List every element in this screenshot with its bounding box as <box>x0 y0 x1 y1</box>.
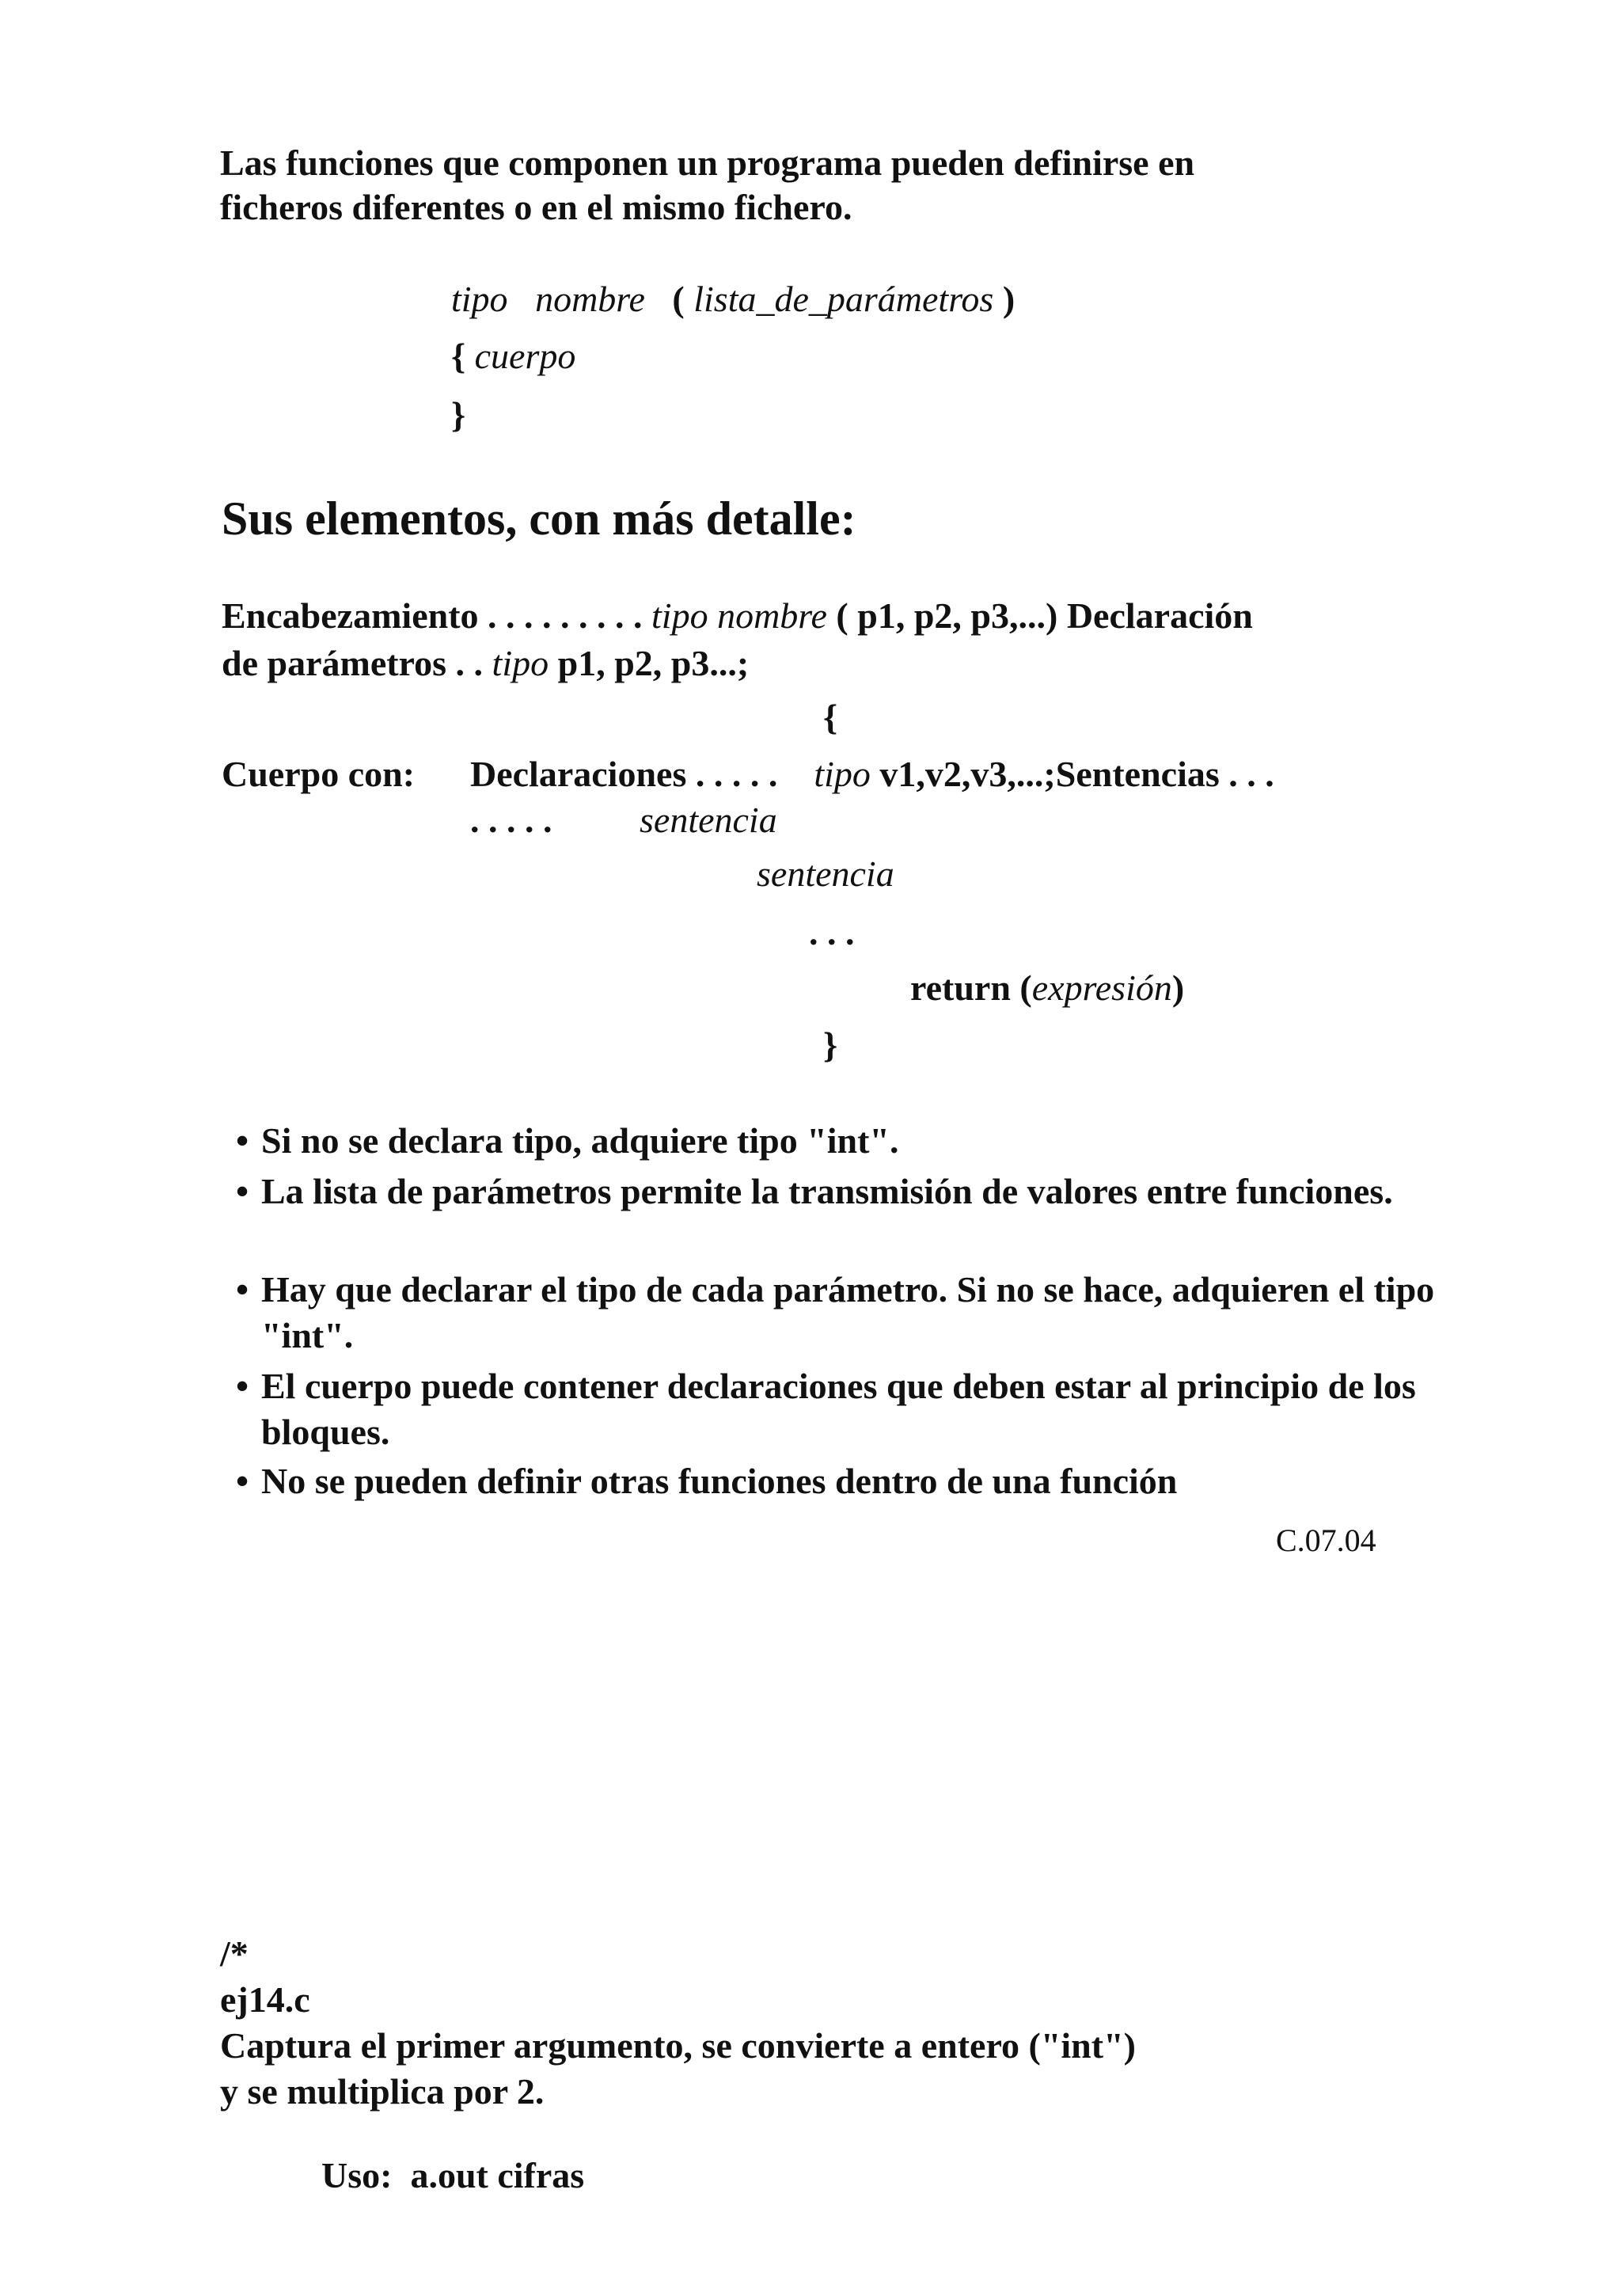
code-filename: ej14.c <box>220 1979 310 2020</box>
sentencias-label: Sentencias . . . <box>1055 754 1274 794</box>
body-open-brace: { <box>823 697 838 737</box>
sentencia-2: sentencia <box>757 853 894 894</box>
encabezamiento-tipo-nombre: tipo nombre <box>651 595 827 636</box>
encabezamiento-params: ( p1, p2, p3,...) <box>836 595 1058 636</box>
syntax-close-brace: } <box>451 394 466 435</box>
return-line <box>910 964 1184 1012</box>
bullet-dot: • <box>236 1366 249 1406</box>
bullet-dot: • <box>236 1120 249 1161</box>
syntax-tipo: tipo <box>451 279 508 319</box>
dots-line: . . . . . <box>470 800 552 840</box>
bullet-dot: • <box>236 1171 249 1211</box>
bullet-text: Hay que declarar el tipo de cada parámetro. Si no se hace, adquieren el tipo "int". <box>261 1269 1435 1355</box>
parametros-list: p1, p2, p3...; <box>557 643 750 683</box>
bullet-item <box>236 1267 1455 1359</box>
statement-ellipsis: . . . <box>809 912 855 952</box>
return-expression: expresión <box>1031 967 1172 1008</box>
parametros-label: de parámetros . . <box>222 643 484 683</box>
usage-label: Uso: <box>321 2155 393 2195</box>
encabezamiento-line <box>222 592 1253 640</box>
page-reference: C.07.04 <box>1276 1522 1376 1558</box>
code-description-2: y se multiplica por 2. <box>220 2071 545 2112</box>
usage-command: a.out cifras <box>410 2155 585 2195</box>
bullet-item <box>236 1363 1455 1455</box>
declaraciones-label: Declaraciones . . . . . <box>470 754 778 794</box>
bullet-dot: • <box>236 1269 249 1310</box>
bullet-dot: • <box>236 1461 249 1501</box>
intro-line-1: Las funciones que componen un programa pueden definirse en <box>220 143 1195 183</box>
syntax-params: lista_de_parámetros <box>693 279 994 319</box>
return-keyword: return <box>910 967 1011 1008</box>
comment-open: /* <box>220 1933 249 1974</box>
parametros-line <box>222 640 749 687</box>
syntax-close-paren: ) <box>1002 279 1015 319</box>
intro-line-2: ficheros diferentes o en el mismo fichero. <box>220 187 852 227</box>
syntax-cuerpo: cuerpo <box>474 336 576 376</box>
syntax-body <box>451 333 575 380</box>
section-heading: Sus elementos, con más detalle: <box>222 492 856 545</box>
syntax-open-paren: ( <box>672 279 685 319</box>
syntax-signature <box>451 276 1015 323</box>
parametros-tipo: tipo <box>492 643 549 683</box>
bullet-item <box>236 1169 1455 1215</box>
declaraciones-tipo: tipo <box>814 754 871 794</box>
bullet-text: La lista de parámetros permite la transmisión de valores entre funciones. <box>261 1171 1393 1211</box>
syntax-nombre: nombre <box>535 279 645 319</box>
code-description-1: Captura el primer argumento, se convierte a entero ("int") <box>220 2025 1136 2066</box>
encabezamiento-label: Encabezamiento . . . . . . . . . <box>222 595 643 636</box>
bullet-text: El cuerpo puede contener declaraciones que deben estar al principio de los bloques. <box>261 1366 1416 1452</box>
bullet-item <box>236 1118 1455 1164</box>
sentencia-1: sentencia <box>640 800 777 840</box>
bullet-text: Si no se declara tipo, adquiere tipo "int". <box>261 1120 899 1161</box>
body-close-brace: } <box>823 1024 838 1065</box>
declaraciones-vars: v1,v2,v3,...; <box>879 754 1056 794</box>
declaraciones-line <box>470 751 1274 798</box>
bullet-item <box>236 1458 1455 1504</box>
declaracion-word: Declaración <box>1066 595 1253 636</box>
usage-line <box>321 2152 584 2199</box>
return-open-paren: ( <box>1019 967 1032 1008</box>
return-close-paren: ) <box>1171 967 1185 1008</box>
syntax-open-brace: { <box>451 336 466 376</box>
bullet-text: No se pueden definir otras funciones dentro de una función <box>261 1461 1178 1501</box>
cuerpo-label: Cuerpo con: <box>222 754 416 794</box>
